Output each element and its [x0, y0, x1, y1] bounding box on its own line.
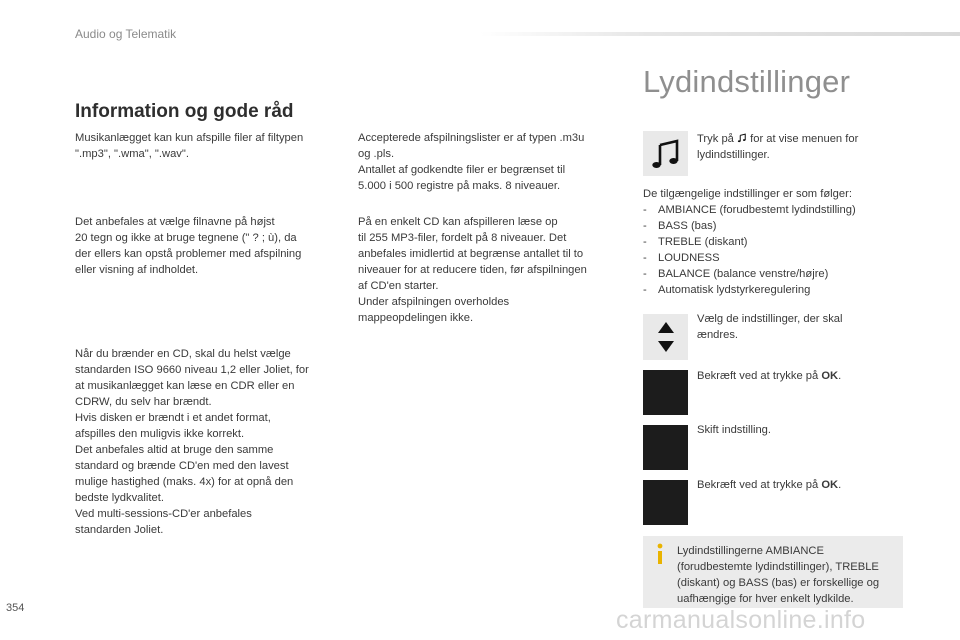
- list-item-label: LOUDNESS: [658, 252, 720, 264]
- text-line: Vælg de indstillinger, der skal: [697, 313, 843, 325]
- text-line: Ved multi-sessions-CD'er anbefales: [75, 508, 252, 520]
- middle-paragraph-2: [358, 214, 587, 326]
- info-note: [643, 536, 903, 608]
- section-title: Information og gode råd: [75, 101, 294, 122]
- music-button[interactable]: [643, 131, 688, 176]
- settings-list: [643, 186, 856, 298]
- text-line: Det anbefales altid at bruge den samme: [75, 444, 274, 456]
- text-line: Musikanlægget kan kun afspille filer af filtypen: [75, 132, 304, 144]
- text-line: CDRW, du selv har brændt.: [75, 396, 212, 408]
- page-number: 354: [6, 602, 25, 614]
- text-line: [697, 477, 841, 493]
- text-line: 5.000 i 500 registre på maks. 8 niveauer.: [358, 180, 561, 192]
- text-fragment: .: [838, 370, 842, 382]
- text-line: der ellers kan opstå problemer med afspilning: [75, 248, 302, 260]
- list-dash: -: [643, 204, 647, 216]
- list-item: [643, 266, 856, 282]
- text-line: mappeopdelingen ikke.: [358, 312, 474, 324]
- list-dash: -: [643, 284, 647, 296]
- confirm-button-2[interactable]: [643, 480, 688, 525]
- text-line: anbefales imidlertid at begrænse antallet til to: [358, 248, 584, 260]
- step-select: [697, 311, 843, 343]
- text-line: og .pls.: [358, 148, 395, 160]
- up-down-button[interactable]: [643, 314, 688, 360]
- text-line: Under afspilningen overholdes: [358, 296, 510, 308]
- text-line: niveauer for at reducere tiden, før afspilningen: [358, 264, 587, 276]
- text-line: [697, 368, 841, 384]
- up-down-arrows-icon: [656, 319, 676, 355]
- text-line: Lydindstillingerne AMBIANCE: [677, 545, 824, 557]
- text-line: Skift indstilling.: [697, 424, 771, 436]
- left-paragraph-2: [75, 214, 301, 278]
- text-line: Det anbefales at vælge filnavne på højst: [75, 216, 275, 228]
- list-item: [643, 202, 856, 218]
- text-line: [697, 131, 858, 147]
- text-line: (diskant) og BASS (bas) er forskellige og: [677, 577, 880, 589]
- info-text: [677, 543, 879, 607]
- list-dash: -: [643, 220, 647, 232]
- text-fragment: Bekræft ved at trykke på: [697, 479, 822, 491]
- step-open-menu: [697, 131, 858, 163]
- text-line: 20 tegn og ikke at bruge tegnene (" ? ; ù), da: [75, 232, 297, 244]
- text-line: uafhængige for hver enkelt lydkilde.: [677, 593, 854, 605]
- text-line: afspilles den muligvis ikke korrekt.: [75, 428, 245, 440]
- text-line: Når du brænder en CD, skal du helst vælge: [75, 348, 291, 360]
- text-line: Accepterede afspilningslister er af typen .m3u: [358, 132, 585, 144]
- music-note-icon: [649, 137, 683, 171]
- text-line: Antallet af godkendte filer er begrænset til: [358, 164, 566, 176]
- info-icon: [655, 543, 665, 565]
- middle-paragraph-1: [358, 130, 584, 194]
- list-item: [643, 282, 856, 298]
- ok-label: OK: [821, 370, 839, 382]
- text-fragment: Bekræft ved at trykke på: [697, 370, 822, 382]
- list-item-label: TREBLE (diskant): [658, 236, 748, 248]
- text-line: af CD'en starter.: [358, 280, 439, 292]
- watermark: carmanualsonline.info: [616, 606, 866, 634]
- list-dash: -: [643, 236, 647, 248]
- text-line: (forudbestemte lydindstillinger), TREBLE: [677, 561, 879, 573]
- text-line: bedste lydkvalitet.: [75, 492, 164, 504]
- step-change: [697, 422, 771, 438]
- text-line: På en enkelt CD kan afspilleren læse op: [358, 216, 558, 228]
- step-confirm-2: [697, 477, 841, 493]
- list-item: [643, 250, 856, 266]
- text-fragment: Tryk på: [697, 133, 737, 145]
- text-line: ændres.: [697, 329, 739, 341]
- text-fragment: .: [838, 479, 842, 491]
- ok-label: OK: [821, 479, 839, 491]
- list-dash: -: [643, 268, 647, 280]
- text-line: Hvis disken er brændt i et andet format,: [75, 412, 271, 424]
- list-item-label: BASS (bas): [658, 220, 717, 232]
- left-paragraph-1: [75, 130, 303, 162]
- music-note-icon: [737, 133, 747, 143]
- confirm-button-1[interactable]: [643, 370, 688, 415]
- text-line: lydindstillinger.: [697, 149, 770, 161]
- text-fragment: for at vise menuen for: [747, 133, 859, 145]
- list-item: [643, 234, 856, 250]
- text-line: til 255 MP3-filer, fordelt på 8 niveauer. Det: [358, 232, 567, 244]
- text-line: standarden ISO 9660 niveau 1,2 eller Joliet, for: [75, 364, 309, 376]
- text-line: eller visning af indholdet.: [75, 264, 199, 276]
- text-line: at musikanlægget kan læse en CDR eller en: [75, 380, 295, 392]
- settings-intro: De tilgængelige indstillinger er som følger:: [643, 188, 852, 200]
- change-setting-button[interactable]: [643, 425, 688, 470]
- list-item-label: BALANCE (balance venstre/højre): [658, 268, 829, 280]
- text-line: standard og brænde CD'en med den lavest: [75, 460, 289, 472]
- list-dash: -: [643, 252, 647, 264]
- list-item: [643, 218, 856, 234]
- header-section-label: Audio og Telematik: [75, 27, 177, 41]
- list-item-label: AMBIANCE (forudbestemt lydindstilling): [658, 204, 856, 216]
- text-line: ".mp3", ".wma", ".wav".: [75, 148, 189, 160]
- left-paragraph-3: [75, 346, 309, 538]
- list-item-label: Automatisk lydstyrkeregulering: [658, 284, 811, 296]
- step-confirm-1: [697, 368, 841, 384]
- text-line: standarden Joliet.: [75, 524, 164, 536]
- page-title: Lydindstillinger: [643, 64, 851, 99]
- text-line: mulige hastighed (maks. 4x) for at opnå den: [75, 476, 294, 488]
- header-rule: [480, 32, 960, 36]
